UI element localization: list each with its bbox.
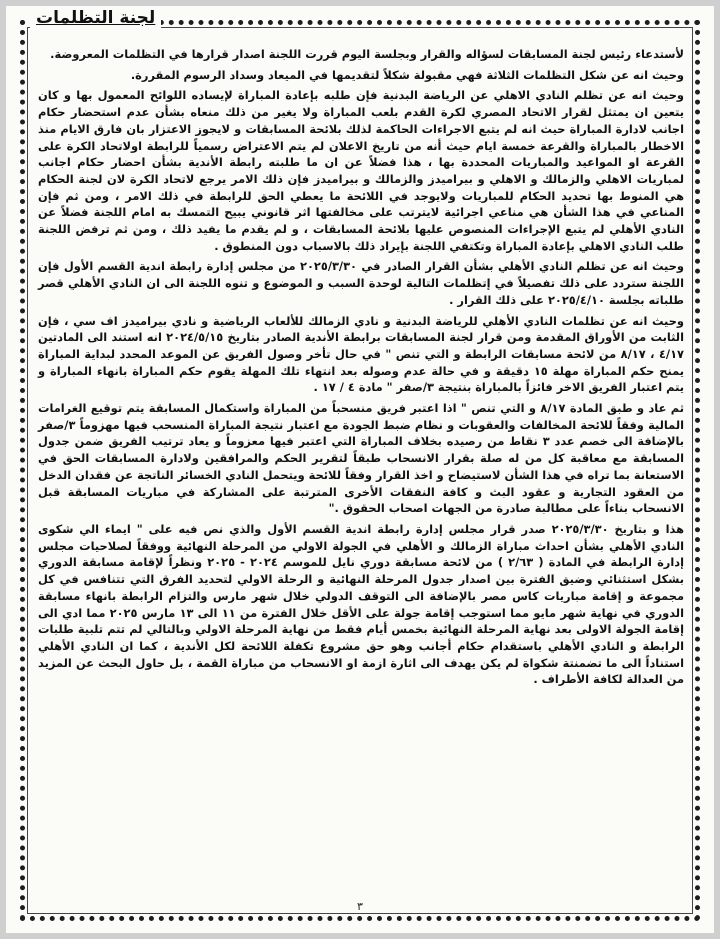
document-body [38, 46, 684, 905]
paragraph-3: وحيث انه عن تظلم النادي الاهلي عن الرياضة البدنية فإن طلبه بإعادة المباراة لإيساده اللوائح المعمول بها و كان يتعين ان يمتثل لقرار الاتحاد المصري لكرة القدم بلعب المباراة ولا يغير من ذلك منعاه بشأن عدم استحضار حكام اجانب لادارة المباراة حيث انه لم يتبع الاجراءات الحاكمة لذلك بلائحة المسابقات و لايجوز الاعتزار بان فارق الايام منذ الاخطار بالمباراة والقرعة خمسة ايام حيث أنه من تاريخ الاعلان لم يتم الاعتراض رسمياً للرابطة اولاتحاد الكرة على القرعة او المواعيد والمباريات المحددة بها ، هذا فضلاً عن ان ما طلبته رابطة الأندية بشأن احضار حكام اجانب لمباريات الاهلي والزمالك و الاهلي و بيراميدز والزمالك و بيراميدز فإن ذلك الامر يرجع لاتحاد الكرة لان لجنة الحكام هي المنوط بها تحديد الحكام للمباريات ولايوجد في اللائحة ما يعطي الحق للرابطة في ذلك الامر ، ومن ثم فإن المناعي في هذا الشأن هي مناعي اجرائية لايترتب على مخالفتها اثر قانوني يبيح التمسك به امام اللجنة فضلاً عن النادي الأهلي لم يتبع الإجراءات المنصوص عليها بلائحة المسابقات ، و لم يقدم ما يفيد ذلك ، ومن ثم ترفض اللجنة طلب النادي الاهلي بإعادة المباراة وتكتفي اللجنة بإيراد ذلك بالاسباب دون المنطوق . [38, 88, 684, 253]
document-page [6, 6, 714, 933]
page-number: ٣ [357, 900, 363, 913]
paragraph-4: وحيث انه عن تظلم النادي الأهلي بشأن القرار الصادر في ٢٠٢٥/٣/٣٠ من مجلس إدارة رابطة اندية القسم الأول فإن اللجنة ستردد على ذلك تفصيلاً في إتظلمات التالية لوحدة السبب و الموضوع و تنوه اللجنة الى ان النادي الأهلي قصر طلباته بجلسة ٢٠٢٥/٤/١٠ على ذلك القرار . [38, 259, 684, 307]
paragraph-5: وحيث انه عن تظلمات النادي الأهلي للرياضة البدنية و نادي الزمالك للألعاب الرياضية و نادي بيراميدز اف سي ، فإن الثابت من الأوراق المقدمة ومن قرار لجنة المسابقات برابطة الأندية الصادر بتاريخ ٢٠٢٤/٥/١٥ انه استند الى المادتين ٤/١٧ ، ٨/١٧ من لائحة مسابقات الرابطة و التي تنص " في حال تأخر وصول الفريق عن الموعد المحدد لبداية المباراة يمنح حكم المباراة مهلة ١٥ دقيقة و في حالة عدم وصوله بعد انتهاء تلك المهلة يقوم حكم المباراة بانهاء المباراة و يتم اعتبار الفريق الاخر فائزاً بالمباراة بنتيجة ٣/صفر " مادة ٤ / ١٧ . [38, 313, 685, 395]
paragraph-1: لأستدعاء رئيس لجنة المسابقات لسؤاله والقرار وبجلسة اليوم قررت اللجنة اصدار قرارها في التظلمات المعروضة. [50, 47, 684, 61]
paragraph-2: وحيث انه عن شكل التظلمات الثلاثة فهي مقبولة شكلاً لتقديمها في الميعاد وسداد الرسوم المقررة. [130, 67, 684, 82]
paragraph-7: هذا و بتاريخ ٢٠٢٥/٣/٣٠ صدر قرار مجلس إدارة رابطة اندية القسم الأول والذي نص فيه على " ايماء الي شكوى النادي الأهلي بشأن احداث مباراة الزمالك و الأهلي في الجولة الاولي من المرحلة النهائية ووفقاً لصلاحيات مجلس إدارة الرابطة في المادة ( ٢/٦٣ ) من لائحة مسابقة دوري نايل للموسم ٢٠٢٤ - ٢٠٢٥ ونظراً لإقامة مسابقة الدوري بشكل استثنائي وضيق الفترة بين اصدار جدول المرحلة النهائية و الرحلة الاولي لتحديد الفرق التي تتنافس في كل مجموعة و إقامة مباريات كاس مصر بالإضافة الى التوقف الدولي خلال شهر مارس والتزام الرابطة بانهاء مسابقة الدوري في نهاية شهر مايو مما استوجب إقامة جولة على الأقل خلال الفترة من ١١ الى ١٣ مارس ٢٠٢٥ مما ادي الى إقامة الجولة الاولى بعد نهاية المرحلة النهائية بخمس أيام فقط من نهاية المرحلة الاولي وبالتالي لم تتم تلبية طلبات الرابطة و النادي الأهلي باستقدام حكام أجانب وهو حق مشروع تكفلة اللائحة لكل الأندية ، كما ان النادي الأهلي استناداً الى ما تضمنتة شكواة لم يكن يهدف الى اثارة ازمة او الانسحاب من مباراة القمة ، بل حاول البحث عن المزيد من العدالة لكافة الأطراف . [38, 521, 685, 687]
page-title: لجنة التظلمات [30, 8, 161, 28]
paragraph-6: ثم عاد و طبق المادة ٨/١٧ و التي تنص " اذا اعتبر فريق منسحباً من المباراة واستكمال المسابقة يتم توقيع الغرامات المالية وفقاً للائحة المخالفات والعقوبات و نظام ضبط الجودة مع اعتبار نتيجة المباراة المنسحب فيها مهزوماً ٣/صفر بالإضافة الى خصم عدد ٣ نقاط من رصيده بخلاف المباراة التي اعتبر فيها معزوماً و يعاد ترتيب الفريق ضمن جدول المسابقة مع معاقبة كل من له صلة بقرار الانسحاب طبقاً لتقرير الحكم والمرافقين ولادارة المسابقات الحق في الاستعانة بما تراه في هذا الشأن لاستيضاح و اخذ القرار وفقاً للائحة ويتحمل النادي الخسائر الناتجة عن فقدان الدخل من العقود التجارية و عقود البث و كافة النفقات الأخرى المترتبة على المشاركة في مباريات المسابقة قبل الانسحاب بناءاً على مطالبة صادرة من الجهات اصحاب الحقوق ." [38, 401, 685, 516]
